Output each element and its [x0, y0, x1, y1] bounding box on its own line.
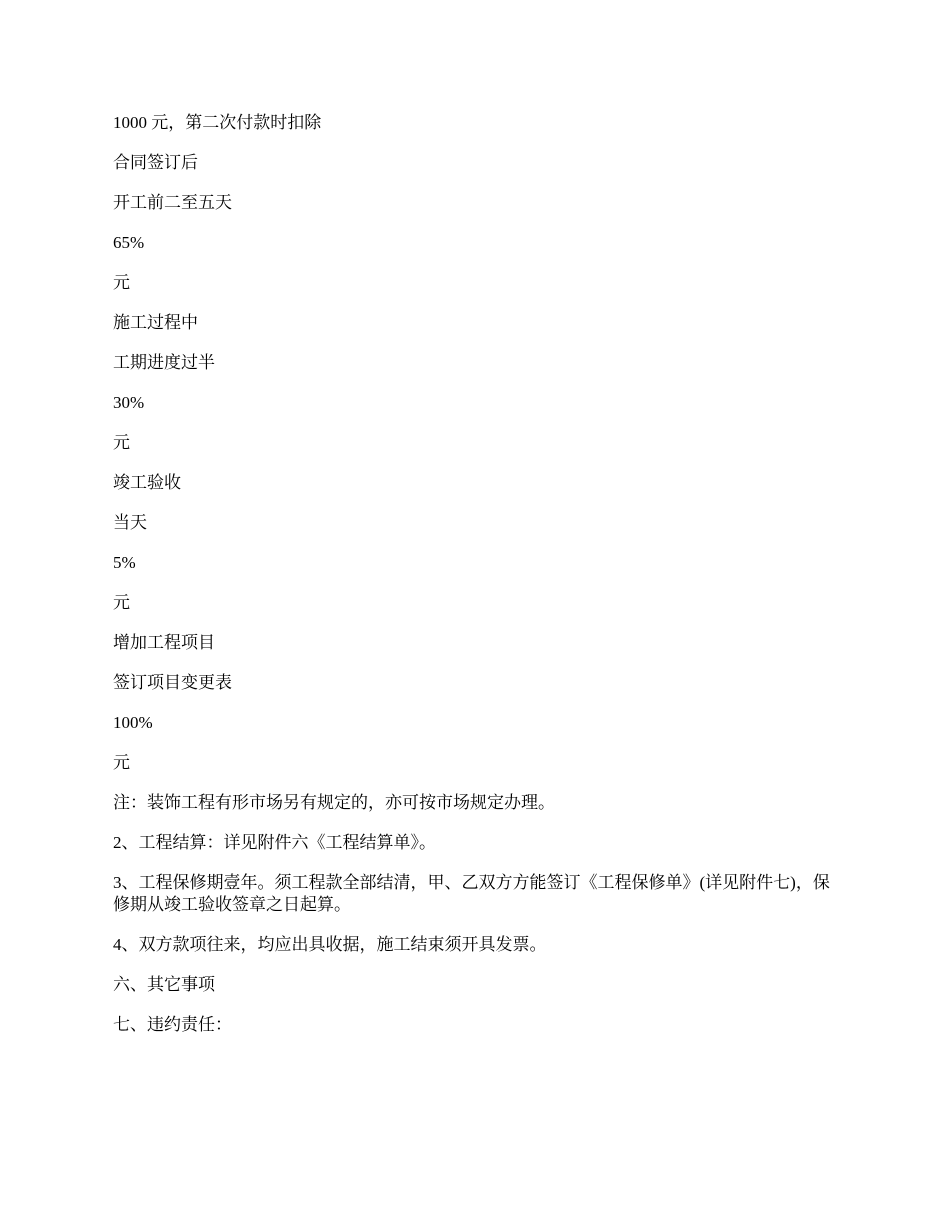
clause-settlement: 2、工程结算：详见附件六《工程结算单》。	[113, 833, 436, 852]
payment-timing-change-form: 签订项目变更表	[113, 673, 232, 692]
payment-amount-yuan-2: 元	[113, 433, 130, 452]
payment-timing-same-day: 当天	[113, 513, 147, 532]
payment-stage-contract-signed: 合同签订后	[113, 153, 198, 172]
payment-amount-yuan-4: 元	[113, 753, 130, 772]
clause-warranty: 3、工程保修期壹年。须工程款全部结清，甲、乙双方方能签订《工程保修单》(详见附件七)，保修期从竣工验收签章之日起算。	[113, 873, 830, 914]
document-body	[113, 112, 843, 1054]
payment-timing-before-start: 开工前二至五天	[113, 193, 232, 212]
payment-percent-30: 30%	[113, 393, 145, 412]
payment-amount-yuan-1: 元	[113, 273, 130, 292]
clause-receipts-invoices: 4、双方款项往来，均应出具收据，施工结束须开具发票。	[113, 935, 547, 954]
payment-stage-additional-items: 增加工程项目	[113, 633, 215, 652]
market-rule-note: 注：装饰工程有形市场另有规定的，亦可按市场规定办理。	[113, 793, 555, 812]
payment-deduction-note: 1000 元，第二次付款时扣除	[113, 113, 322, 132]
section-breach-liability: 七、违约责任：	[113, 1015, 232, 1034]
payment-timing-halfway: 工期进度过半	[113, 353, 215, 372]
payment-amount-yuan-3: 元	[113, 593, 130, 612]
section-other-matters: 六、其它事项	[113, 975, 215, 994]
payment-stage-completion: 竣工验收	[113, 473, 181, 492]
payment-percent-5: 5%	[113, 553, 136, 572]
payment-stage-construction: 施工过程中	[113, 313, 198, 332]
payment-percent-100: 100%	[113, 713, 153, 732]
payment-percent-65: 65%	[113, 233, 145, 252]
